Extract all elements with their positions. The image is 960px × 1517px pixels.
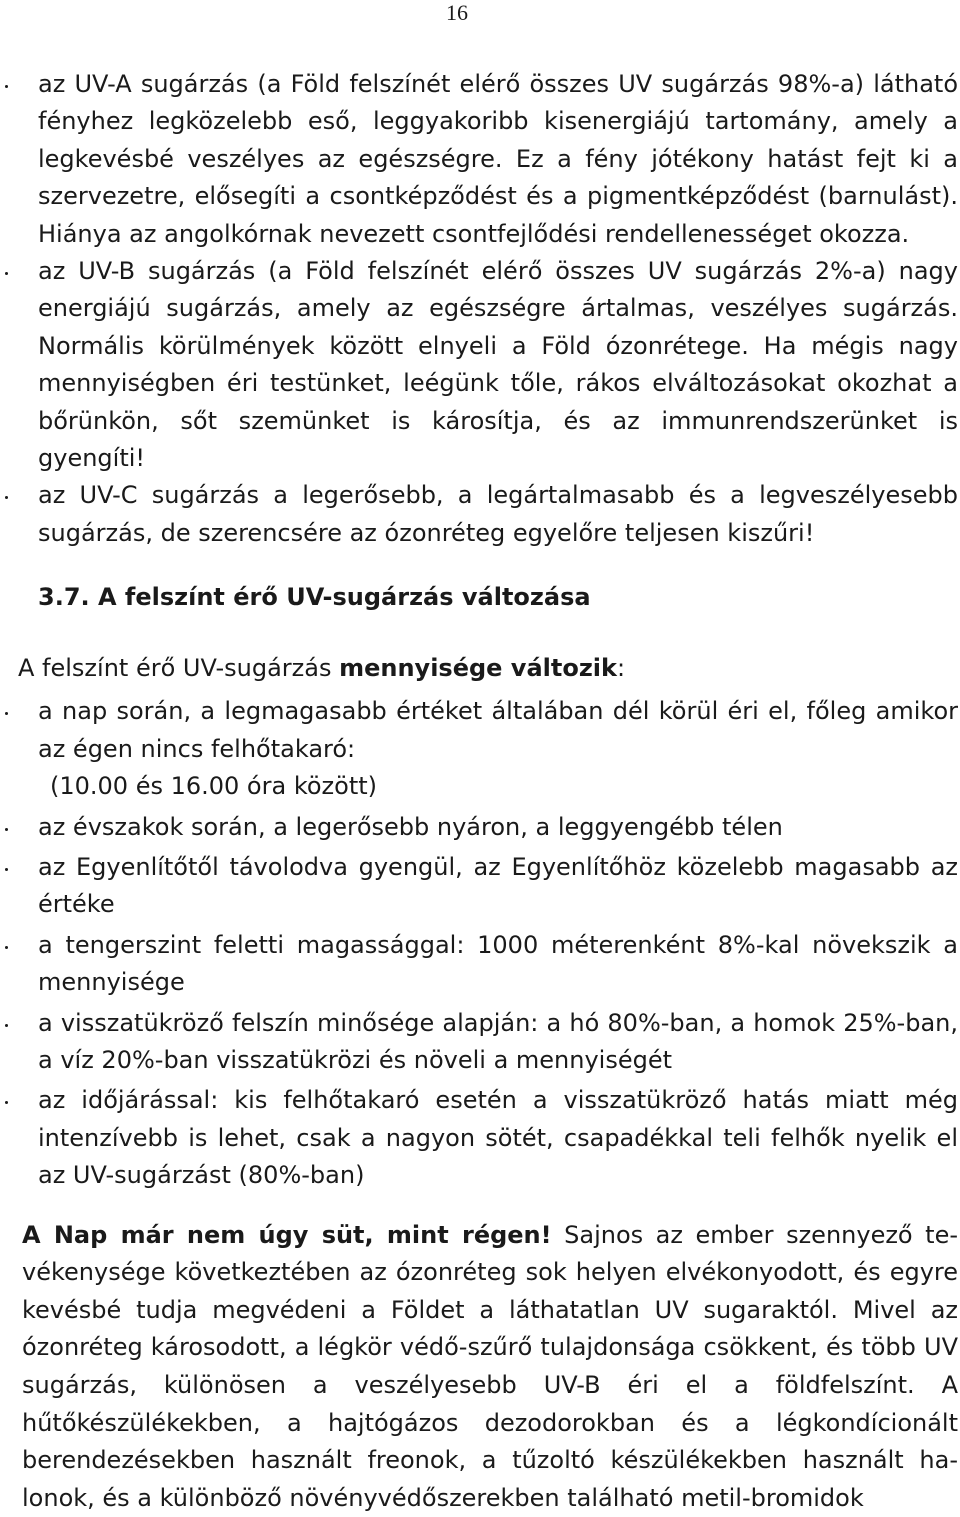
list-item: az Egyenlítőtől távolodva gyengül, az Egyenlítőhöz közelebb magasabb az értéke (0, 849, 958, 924)
list-item: az UV-A sugárzás (a Föld felszínét elérő összes UV sugárzás 98%-a) látható fényhez legközelebb eső, leggyakoribb kisenergiájú tartomány, amely a legkevésbé veszélyes az egészségre. Ez a fény jótékony hatást fejt ki a szervezetre, elősegíti a csontképződést és a pigmentképződést (barnulást). Hiánya az angolkórnak nevezett csontfejlődési rendellenességet okozza. (0, 66, 958, 253)
uv-changes-list (0, 693, 958, 1194)
list-item (0, 693, 958, 805)
uv-types-list (0, 66, 958, 552)
intro-text: A felszínt érő UV-sugárzás (18, 654, 340, 683)
list-item: a visszatükröző felszín minősége alapján: a hó 80%-ban, a homok 25%-ban, a víz 20%-ban visszatükrözi és növeli a mennyiségét (0, 1005, 958, 1080)
page-content (0, 66, 958, 1517)
list-item: az évszakok során, a legerősebb nyáron, a leggyengébb télen (0, 809, 958, 846)
list-item: a tengerszint feletti magassággal: 1000 méterenként 8%-kal növekszik a mennyisége (0, 927, 958, 1002)
closing-paragraph (22, 1217, 958, 1517)
intro-colon: : (616, 654, 626, 683)
closing-text: Sajnos az ember szennyező tevékenysége következtében az ózonréteg sok helyen elvékonyodott, és egyre kevésbé tudja megvédeni a Földet a láthatatlan UV sugaraktól. Mivel az ózonréteg károsodott, a légkör védő-szűrő tulajdonsága csökkent, és több UV sugárzás, különösen a veszélyesebb UV-B éri el a földfelszínt. A hűtőkészülékekben, a hajtógázos dezodorokban és a légkondícionált berendezésekben használt freonok, a tűzoltó készülékekben használt halonok, és a különböző növényvédőszerekben található metil-bromidok (22, 1220, 959, 1512)
intro-emphasis: mennyisége változik (339, 654, 617, 683)
time-range: (10.00 és 16.00 óra között) (50, 772, 378, 801)
intro-paragraph (18, 650, 958, 687)
list-item-text: a nap során, a legmagasabb értéket általában dél körül éri el, főleg amikor az égen nincs felhőtakaró: (38, 697, 958, 763)
section-heading: 3.7. A felszínt érő UV-sugárzás változása (38, 583, 591, 612)
page-number: 16 (446, 0, 468, 25)
list-item: az UV-C sugárzás a legerősebb, a legártalmasabb és a legveszélyesebb sugárzás, de szerencsére az ózonréteg egyelőre teljesen kiszűri! (0, 477, 958, 552)
list-item: az időjárással: kis felhőtakaró esetén a visszatükröző hatás miatt még intenzívebb is lehet, csak a nagyon sötét, csapadékkal teli felhők nyelik el az UV-sugárzást (80%-ban) (0, 1082, 958, 1194)
closing-emphasis: A Nap már nem úgy süt, mint régen! (22, 1220, 552, 1249)
list-item: az UV-B sugárzás (a Föld felszínét elérő összes UV sugárzás 2%-a) nagy energiájú sugárzás, amely az egészségre ártalmas, veszélyes sugárzás. Normális körülmények között elnyeli a Föld ózonrétege. Ha mégis nagy mennyiségben éri testünket, leégünk tőle, rákos elváltozásokat okozhat a bőrünkön, sőt szemünket is károsítja, és az immunrendszerünket is gyengíti! (0, 253, 958, 477)
